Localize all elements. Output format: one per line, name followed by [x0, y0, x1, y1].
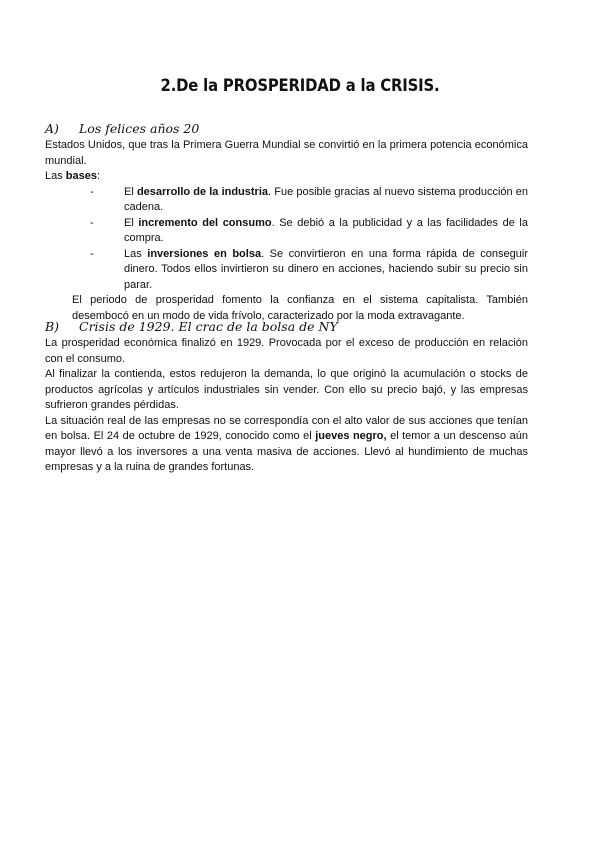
item-post: . Se convirtieron en una forma rápida de conseguir dinero. Todos ellos invirtieron su dinero en acciones, haciendo subir su precio sin parar. — [124, 247, 528, 291]
item-post: . Se debió a la publicidad y a las facilidades de la compra. — [124, 216, 528, 244]
jueves-negro: jueves negro, — [315, 430, 387, 442]
item-pre: Las — [124, 247, 148, 260]
item-bold: inversiones en bolsa — [147, 247, 262, 260]
section-b-heading — [45, 319, 338, 334]
section-b-paragraph-2: Al finalizar la contienda, estos redujeron la demanda, lo que originó la acumulación o stocks de productos agrícolas y artículos industriales sin vender. Con ello su precio bajó, y las empresas sufrieron grandes pérdidas. — [45, 368, 528, 411]
p3-pre: La situación real de las empresas no se correspondía con el alto valor de sus acciones que tenían en bolsa. El 24 de octubre de 1929, conocido como el — [45, 414, 528, 442]
section-a-body — [45, 138, 528, 324]
item-bold: incremento del consumo — [138, 216, 272, 229]
bullet-dash: - — [90, 185, 94, 198]
section-a-title: Los felices años 20 — [79, 121, 200, 136]
bullet-dash: - — [90, 247, 94, 260]
section-b-body — [45, 336, 528, 476]
section-b-title: Crisis de 1929. El crac de la bolsa de NY — [79, 319, 338, 334]
bases-word: bases — [65, 170, 97, 182]
list-item — [90, 185, 528, 216]
bases-line — [45, 169, 528, 185]
section-a-letter: A) — [45, 121, 59, 136]
list-item — [90, 216, 528, 247]
bases-suffix: : — [97, 170, 101, 182]
item-pre: El — [124, 185, 137, 198]
item-pre: El — [124, 216, 139, 229]
item-post: . Fue posible gracias al nuevo sistema producción en cadena. — [124, 185, 528, 213]
page-title: 2.De la PROSPERIDAD a la CRISIS. — [160, 76, 440, 95]
section-a-intro: Estados Unidos, que tras la Primera Guerra Mundial se convirtió en la primera potencia económica mundial. — [45, 139, 528, 167]
item-bold: desarrollo de la industria — [136, 185, 269, 198]
bullet-dash: - — [90, 216, 94, 229]
section-b-letter: B) — [45, 319, 60, 334]
section-b-paragraph-3 — [45, 414, 528, 476]
section-a-heading — [45, 121, 199, 136]
list-item — [90, 247, 528, 294]
section-b-paragraph-1: La prosperidad económica finalizó en 1929. Provocada por el exceso de producción en relación con el consumo. — [45, 337, 528, 365]
bases-list — [45, 185, 528, 294]
p3-post: el temor a un descenso aún mayor llevó a los inversores a una venta masiva de acciones. Llevó al hundimiento de muchas empresas y a la ruina de grandes fortunas. — [45, 430, 529, 473]
bases-prefix: Las — [45, 170, 66, 182]
section-a-conclusion: El periodo de prosperidad fomento la confianza en el sistema capitalista. También desembocó en un modo de vida frívolo, caracterizado por la moda extravagante. — [72, 294, 528, 322]
